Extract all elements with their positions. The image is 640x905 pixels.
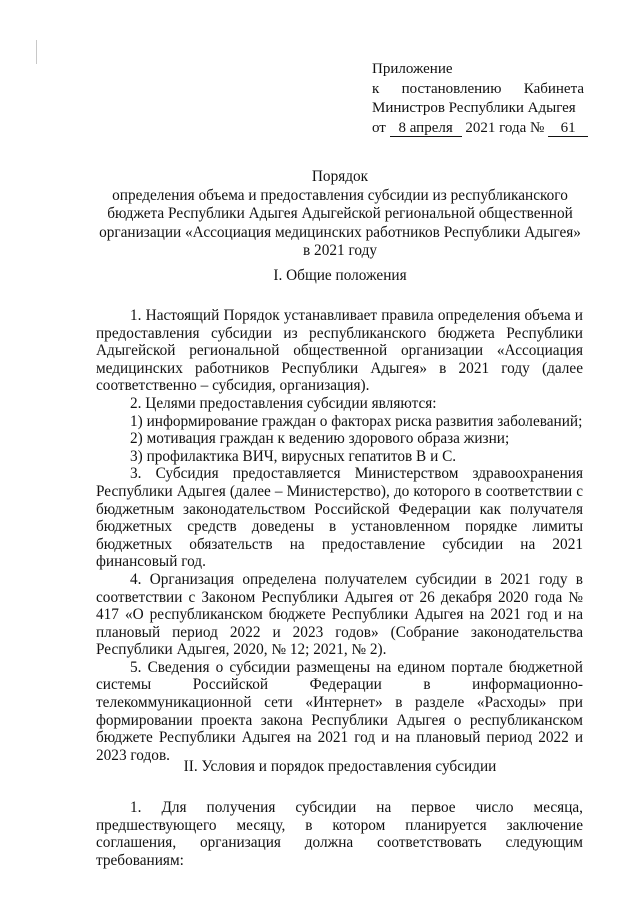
resolution-number: 61 (548, 121, 588, 137)
section-2-body (96, 799, 583, 869)
title-line-5: в 2021 году (303, 242, 377, 260)
paragraph-1-4: 4. Организация определена получателем субсидии в 2021 году в соответствии с Законом Республики Адыгея от 26 декабря 2020 года № 417 «О республиканском бюджете Республики Адыгея на 2021 год и на плановый период 2022 и 2023 годов» (Собрание законодательства Республики Адыгея, 2020, № 12; 2021, № 2). (96, 570, 583, 659)
date-prefix: от (372, 119, 386, 136)
paragraph-1-2-item-2: 2) мотивация граждан к ведению здорового образа жизни; (130, 430, 510, 448)
scan-margin-mark (36, 40, 37, 64)
title-line-1: Порядок (311, 168, 369, 185)
paragraph-1-2-item-3: 3) профилактика ВИЧ, вирусных гепатитов В и С. (130, 447, 457, 465)
paragraph-1-1: 1. Настоящий Порядок устанавливает правила определения объема и предоставления субсидии из республиканского бюджета Республики Адыгейской региональной общественной организации «Ассоциация медицинских работников Республики Адыгея» в 2021 году (далее соответственно – субсидия, организация). (96, 307, 583, 395)
appendix-label: Приложение (372, 61, 453, 77)
title-line-4: организации «Ассоциация медицинских работников Республики Адыгея» (99, 223, 581, 241)
paragraph-1-5: 5. Сведения о субсидии размещены на едином портале бюджетной системы Российской Федерации в информационно-телекоммуникационной сети «Интернет» в разделе «Расходы» при формировании проекта закона Республики Адыгея о республиканском бюджете Республики Адыгея на 2021 год и на плановый период 2022 и 2023 годов. (96, 658, 583, 764)
appendix-ministers: Министров Республики Адыгея (372, 100, 576, 116)
appendix-block (372, 60, 584, 138)
paragraph-1-2-item-1: 1) информирование граждан о факторах риска развития заболеваний; (130, 412, 583, 430)
paragraph-2-1: 1. Для получения субсидии на первое число месяца, предшествующего месяцу, в котором планируется заключение соглашения, организация должна соответствовать следующим требованиям: (96, 799, 583, 869)
appendix-date-line (372, 119, 584, 139)
appendix-resolution-line (372, 80, 584, 100)
appendix-word-k: к (372, 80, 380, 97)
title-line-2: определения объема и предоставления субсидии из республиканского (112, 186, 568, 204)
date-value: 8 апреля (390, 121, 462, 137)
appendix-word-cabinet: Кабинета (523, 80, 584, 97)
section-1-body (96, 307, 583, 764)
appendix-word-resolution: постановлению (401, 80, 502, 97)
section-2-heading: II. Условия и порядок предоставления субсидии (183, 758, 497, 775)
document-title (96, 168, 584, 261)
paragraph-1-2: 2. Целями предоставления субсидии являются: (130, 394, 437, 412)
title-line-3: бюджета Республики Адыгея Адыгейской региональной общественной (107, 205, 573, 223)
paragraph-1-3: 3. Субсидия предоставляется Министерством здравоохранения Республики Адыгея (далее – Министерство), до которого в соответствии с бюджетным законодательством Российской Федерации как получателя бюджетных средств доведены в установленном порядке лимиты бюджетных обязательств на предоставление субсидии на 2021 финансовый год. (96, 465, 583, 571)
year-text: 2021 года № (465, 119, 545, 136)
section-1-heading: I. Общие положения (273, 267, 407, 284)
